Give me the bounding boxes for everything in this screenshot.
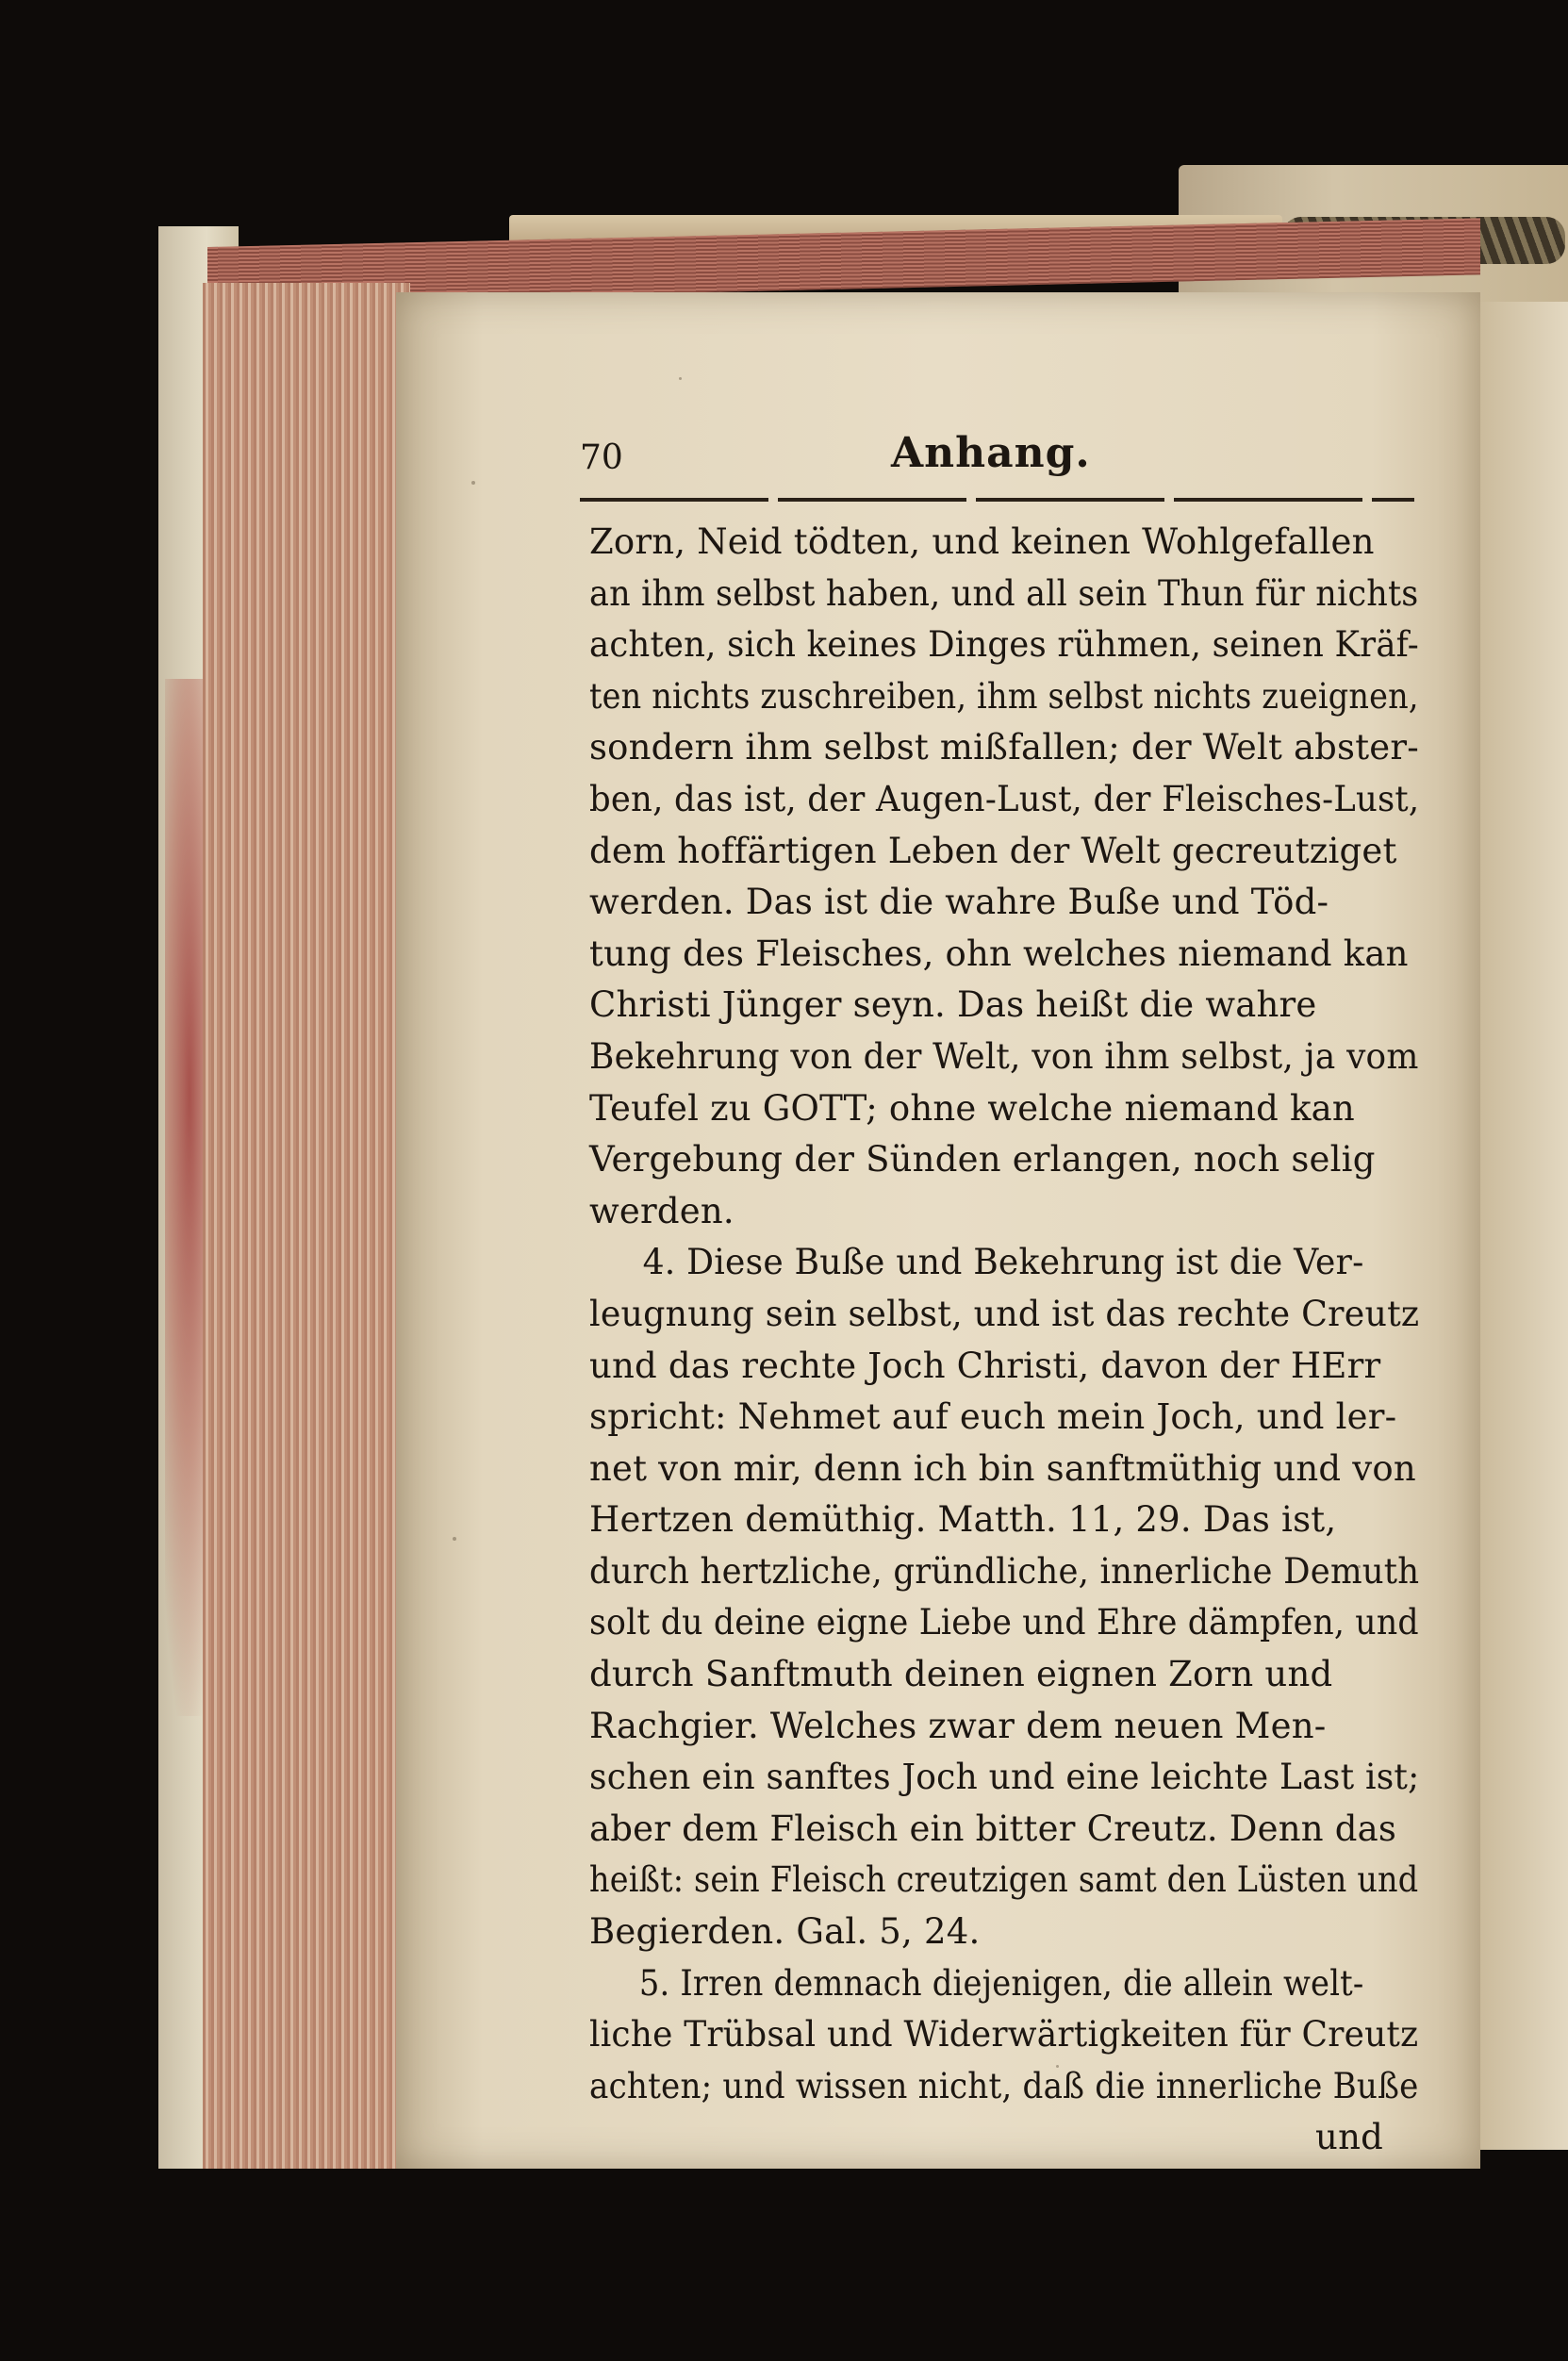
text-line: Bekehrung von der Welt, von ihm selbst, ja vom xyxy=(589,1035,1419,1077)
text-line: liche Trübsal und Widerwärtigkeiten für Creutz xyxy=(589,2014,1419,2056)
text-line: sondern ihm selbst mißfallen; der Welt abster- xyxy=(589,727,1419,768)
paragraph-start-line: 4. Diese Buße und Bekehrung ist die Ver- xyxy=(642,1242,1364,1283)
paragraph-start-line: 5. Irren demnach diejenigen, die allein welt- xyxy=(638,1962,1364,2004)
text-line: durch Sanftmuth deinen eignen Zorn und xyxy=(589,1654,1333,1695)
page-header: Anhang. xyxy=(891,429,1091,477)
running-head xyxy=(580,429,1428,495)
text-line: net von mir, denn ich bin sanftmüthig und von xyxy=(589,1447,1416,1489)
text-line: und das rechte Joch Christi, davon der HErr xyxy=(589,1345,1381,1386)
paper-speck xyxy=(679,377,682,380)
text-line: achten; und wissen nicht, daß die innerliche Buße xyxy=(589,2065,1419,2106)
body-text xyxy=(589,517,1428,2164)
facing-page-edge xyxy=(1480,302,1568,2150)
text-line: leugnung sein selbst, und ist das rechte Creutz xyxy=(589,1293,1420,1334)
header-rule xyxy=(580,498,1414,502)
text-line: an ihm selbst haben, und all sein Thun für nichts xyxy=(589,572,1419,614)
text-line: werden. Das ist die wahre Buße und Töd- xyxy=(589,882,1329,923)
text-line: aber dem Fleisch ein bitter Creutz. Denn das xyxy=(589,1808,1397,1849)
text-line: tung des Fleisches, ohn welches niemand kan xyxy=(589,933,1409,974)
text-line: Begierden. Gal. 5, 24. xyxy=(589,1911,981,1953)
text-line: solt du deine eigne Liebe und Ehre dämpfen, und xyxy=(589,1602,1419,1643)
text-line: Hertzen demüthig. Matth. 11, 29. Das ist, xyxy=(589,1499,1337,1541)
text-line: durch hertzliche, gründliche, innerliche Demuth xyxy=(589,1550,1420,1592)
text-line: dem hoffärtigen Leben der Welt gecreutziget xyxy=(589,830,1397,871)
text-line: ten nichts zuschreiben, ihm selbst nichts zueignen, xyxy=(589,675,1419,717)
text-line: Zorn, Neid tödten, und keinen Wohlgefallen xyxy=(589,521,1375,562)
text-line: schen ein sanftes Joch und eine leichte Last ist; xyxy=(589,1757,1420,1798)
page-fore-edges xyxy=(203,283,410,2169)
text-line: Vergebung der Sünden erlangen, noch selig xyxy=(589,1139,1376,1180)
paper-speck xyxy=(471,481,475,485)
text-line: Rachgier. Welches zwar dem neuen Men- xyxy=(589,1705,1327,1746)
text-line: werden. xyxy=(589,1190,734,1231)
catchword: und xyxy=(1315,2117,1383,2158)
text-line: spricht: Nehmet auf euch mein Joch, und ler- xyxy=(589,1396,1397,1438)
paper-speck xyxy=(453,1537,456,1541)
text-line: Teufel zu GOTT; ohne welche niemand kan xyxy=(589,1087,1355,1129)
page-number: 70 xyxy=(580,438,623,477)
text-line: Christi Jünger seyn. Das heißt die wahre xyxy=(589,984,1317,1026)
text-line: heißt: sein Fleisch creutzigen samt den Lüsten und xyxy=(589,1859,1419,1901)
text-line: ben, das ist, der Augen-Lust, der Fleisches-Lust, xyxy=(589,778,1420,819)
text-line: achten, sich keines Dinges rühmen, seinen Kräf- xyxy=(589,624,1419,666)
